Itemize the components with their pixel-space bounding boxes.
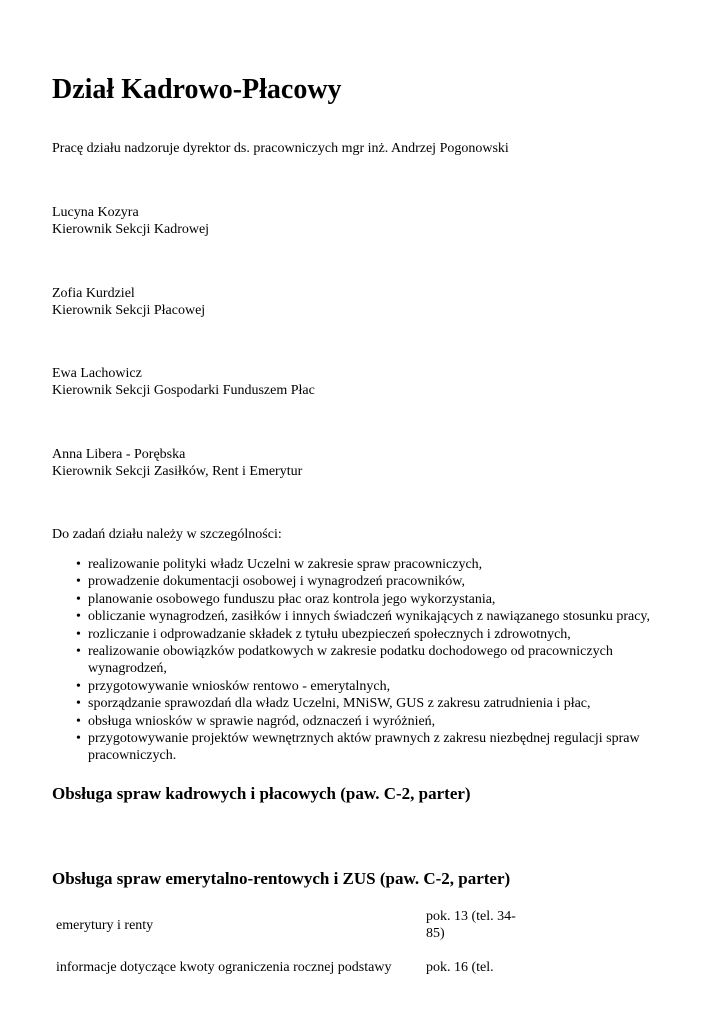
intro-text: Pracę działu nadzoruje dyrektor ds. pracowniczych mgr inż. Andrzej Pogonowski: [52, 141, 509, 156]
list-item: • sporządzanie sprawozdań dla władz Uczelni, MNiSW, GUS z zakresu zatrudnienia i płac,: [76, 696, 591, 712]
bullet-icon: •: [76, 713, 81, 729]
bullet-icon: •: [76, 626, 81, 642]
list-item: • realizowanie polityki władz Uczelni w zakresie spraw pracowniczych,: [76, 557, 483, 572]
tasks-list: [52, 556, 682, 765]
person-role: Kierownik Sekcji Płacowej: [52, 303, 206, 318]
table-row: [52, 903, 520, 947]
list-item: • obliczanie wynagrodzeń, zasiłków i innych świadczeń wynikających z nawiązanego stosunku pracy,: [76, 609, 650, 625]
bullet-icon: •: [76, 678, 81, 694]
list-item: • realizowanie obowiązków podatkowych w zakresie podatku dochodowego od pracowniczych wynagrodzeń,: [76, 644, 613, 677]
contact-description: emerytury i renty: [56, 917, 154, 933]
person-name: Anna Libera - Porębska: [52, 447, 186, 462]
person-name: Ewa Lachowicz: [52, 366, 142, 381]
table-row: [52, 947, 520, 1001]
list-item: • przygotowywanie projektów wewnętrznych aktów prawnych z zakresu niezbędnej regulacji spraw pracowniczych.: [76, 731, 640, 764]
person-block: [52, 446, 302, 480]
list-item: • prowadzenie dokumentacji osobowej i wynagrodzeń pracowników,: [76, 574, 465, 590]
person-name: Zofia Kurdziel: [52, 286, 135, 301]
person-role: Kierownik Sekcji Kadrowej: [52, 222, 210, 237]
bullet-icon: •: [76, 591, 81, 607]
person-name: Lucyna Kozyra: [52, 205, 139, 220]
bullet-icon: •: [76, 731, 81, 747]
person-block: [52, 204, 209, 238]
person-role: Kierownik Sekcji Zasiłków, Rent i Emerytur: [52, 464, 303, 479]
contact-location: pok. 13 (tel. 34-85): [426, 909, 516, 941]
list-item: • przygotowywanie wniosków rentowo - emerytalnych,: [76, 678, 391, 694]
list-item: • rozliczanie i odprowadzanie składek z tytułu ubezpieczeń społecznych i zdrowotnych,: [76, 626, 571, 642]
person-block: [52, 285, 205, 319]
bullet-icon: •: [76, 696, 81, 712]
contacts-table: [52, 903, 520, 1001]
tasks-intro: Do zadań działu należy w szczególności:: [52, 527, 282, 542]
contact-description: informacje dotyczące kwoty ograniczenia rocznej podstawy: [56, 960, 392, 975]
section-heading-pension-zus: Obsługa spraw emerytalno-rentowych i ZUS (paw. C-2, parter): [52, 869, 511, 888]
list-item: • planowanie osobowego funduszu płac oraz kontrola jego wykorzystania,: [76, 591, 496, 607]
list-item: • obsługa wniosków w sprawie nagród, odznaczeń i wyróżnień,: [76, 713, 436, 729]
person-block: [52, 365, 315, 399]
bullet-icon: •: [76, 644, 81, 660]
page-title: Dział Kadrowo-Płacowy: [52, 74, 342, 105]
bullet-icon: •: [76, 574, 81, 590]
section-heading-staff-payroll: Obsługa spraw kadrowych i płacowych (paw. C-2, parter): [52, 784, 471, 803]
contact-location: pok. 16 (tel.: [426, 960, 494, 975]
bullet-icon: •: [76, 557, 81, 572]
bullet-icon: •: [76, 609, 81, 625]
person-role: Kierownik Sekcji Gospodarki Funduszem Płac: [52, 383, 315, 398]
